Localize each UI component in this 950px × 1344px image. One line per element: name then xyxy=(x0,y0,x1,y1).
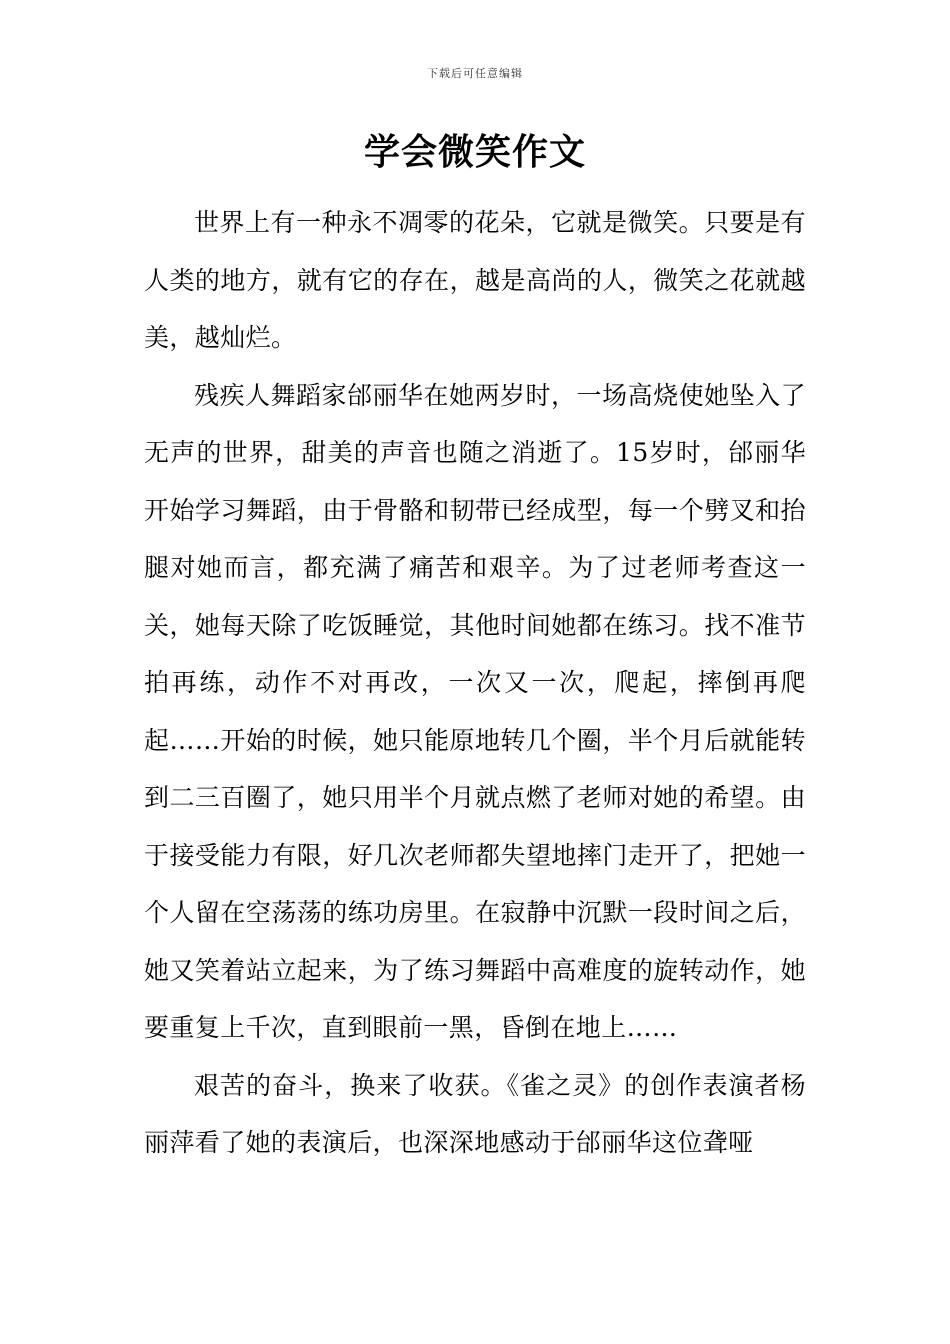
paragraph-2: 残疾人舞蹈家邰丽华在她两岁时，一场高烧使她坠入了无声的世界，甜美的声音也随之消逝了。15岁时，邰丽华开始学习舞蹈，由于骨骼和韧带已经成型，每一个劈叉和抬腿对她而言，都充满了痛苦和艰辛。为了过老师考查这一关，她每天除了吃饭睡觉，其他时间她都在练习。找不准节拍再练，动作不对再改，一次又一次，爬起，摔倒再爬起……开始的时候，她只能原地转几个圈，半个月后就能转到二三百圈了，她只用半个月就点燃了老师对她的希望。由于接受能力有限，好几次老师都失望地摔门走开了，把她一个人留在空荡荡的练功房里。在寂静中沉默一段时间之后，她又笑着站立起来，为了练习舞蹈中高难度的旋转动作，她要重复上千次，直到眼前一黑，昏倒在地上…… xyxy=(144,380,806,1042)
paragraph-3: 艰苦的奋斗，换来了收获。《雀之灵》的创作表演者杨丽萍看了她的表演后，也深深地感动于邰丽华这位聋哑 xyxy=(144,1070,806,1157)
document-title: 学会微笑作文 xyxy=(363,132,586,173)
header-note: 下载后可任意编辑 xyxy=(427,67,523,80)
paragraph-1: 世界上有一种永不凋零的花朵，它就是微笑。只要是有人类的地方，就有它的存在，越是高尚的人，微笑之花就越美，越灿烂。 xyxy=(144,208,806,352)
document-body xyxy=(144,194,806,1172)
